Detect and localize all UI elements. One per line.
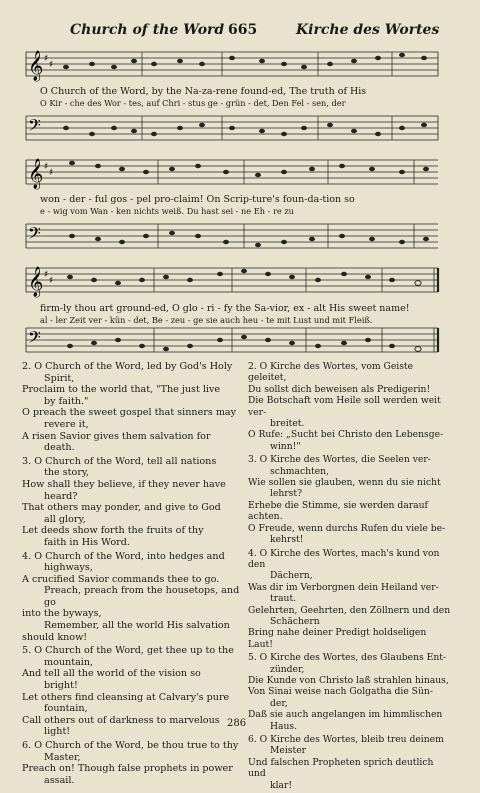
verse-line: Preach, preach from the housetops, and go <box>44 585 240 608</box>
verse <box>22 551 240 644</box>
verse-line: lehrst? <box>270 488 303 500</box>
svg-text:𝄢: 𝄢 <box>28 115 41 139</box>
hymn-number: 665 <box>228 22 258 38</box>
verse-line: 2. O Kirche des Wortes, vom Geiste geleitet, <box>248 361 414 384</box>
verse-line: Proclaim to the world that, "The just live <box>22 384 221 396</box>
verse <box>248 652 453 732</box>
verse-line: Die Kunde von Christo laß strahlen hinaus, <box>248 674 449 686</box>
verse <box>248 454 453 545</box>
verse-line: 4. O Kirche des Wortes, mach's kund von den <box>248 547 440 570</box>
verse-line: Preach on! Though false prophets in power <box>22 763 233 775</box>
verse-line: Wie sollen sie glauben, wenn du sie nicht <box>248 477 441 489</box>
verse-line: How shall they believe, if they never have <box>22 478 226 490</box>
svg-text:𝄞: 𝄞 <box>28 267 44 297</box>
verse-line: breitet. <box>270 418 305 430</box>
verse-line: Meister <box>270 745 307 757</box>
lyric-line-1-german: O Kir - che des Wor - tes, auf Chri - stus ge - grün - det, Den Fel - sen, der <box>40 98 346 108</box>
verse-line: death. <box>44 442 75 454</box>
verse-line: bright! <box>44 680 78 692</box>
verse-line: Let others find cleansing at Calvary's pure <box>22 691 230 703</box>
verse-line: Bring nahe deiner Predigt holdseligen Laut! <box>248 627 427 650</box>
svg-text:𝄢: 𝄢 <box>28 223 41 247</box>
verse-line: Von Sinai weise nach Golgatha die Sün- <box>248 686 433 698</box>
verse-line: into the byways, <box>22 608 102 620</box>
verse-line: 5. O Kirche des Wortes, des Glaubens Ent- <box>248 652 447 664</box>
verses-german <box>248 361 453 793</box>
svg-text:♯: ♯ <box>44 54 49 64</box>
verse-line: light! <box>44 726 71 738</box>
verse-line: highways, <box>44 562 93 574</box>
verse-line: 6. O Church of the Word, be thou true to thy <box>22 740 239 751</box>
verses-english <box>22 361 240 788</box>
verse-line: 3. O Church of the Word, tell all nations <box>22 455 217 467</box>
verse-line: That others may ponder, and give to God <box>22 502 221 514</box>
hymn-title-english: Church of the Word <box>70 22 225 38</box>
verse-line: Die Botschaft vom Heile soll werden weit ver- <box>248 395 441 418</box>
verse-line: Erhebe die Stimme, sie werden darauf achten. <box>248 499 428 523</box>
verse-line: should know! <box>22 631 88 643</box>
music-staff-bass-2 <box>22 216 442 258</box>
lyric-line-2-german: e - wig vom Wan - ken nichts weiß. Du hast sei - ne Eh - re zu <box>40 206 294 216</box>
hymn-title-german: Kirche des Wortes <box>296 22 440 38</box>
music-staff-treble-3 <box>22 260 442 302</box>
verse-line: Daß sie auch angelangen im himmlischen <box>248 709 443 721</box>
verse-line: the story, <box>44 467 90 479</box>
verse-line: A risen Savior gives them salvation for <box>22 430 211 442</box>
verse-line: fountain, <box>44 703 88 715</box>
lyric-line-1-english: O Church of the Word, by the Na-za-rene found-ed, The truth of His <box>40 86 367 97</box>
svg-text:♯: ♯ <box>49 168 54 178</box>
verse <box>248 734 453 791</box>
verse-line: And tell all the world of the vision so <box>22 668 201 680</box>
svg-text:𝄢: 𝄢 <box>28 327 41 351</box>
verse-line: Du sollst dich beweisen als Predigerin! <box>248 383 431 395</box>
verse-line: 4. O Church of the Word, into hedges and <box>22 550 225 562</box>
svg-text:♯: ♯ <box>44 162 49 172</box>
svg-text:𝄞: 𝄞 <box>28 159 44 189</box>
verse-line: Was dir im Verborgnen dein Heiland ver- <box>248 581 439 593</box>
verse-line: assail. <box>44 774 75 786</box>
music-staff-bass-3 <box>22 322 442 362</box>
verse-line: Gelehrten, Geehrten, den Zöllnern und den <box>248 604 451 616</box>
music-staff-treble-1 <box>22 44 442 86</box>
verse-line: kehrst! <box>270 534 304 546</box>
page-number: 286 <box>227 718 247 729</box>
verse <box>248 361 453 452</box>
verse-line: revere it, <box>44 418 89 430</box>
verse-line: Und falschen Propheten sprich deutlich und <box>248 756 434 780</box>
lyric-line-3-english: firm-ly thou art ground-ed, O glo - ri - fy the Sa-vior, ex - alt His sweet name! <box>40 303 410 314</box>
verse-line: traut. <box>270 593 297 605</box>
music-staff-bass-1 <box>22 108 442 150</box>
verse-line: zünder, <box>270 663 305 675</box>
verse-line: Schächern <box>270 615 320 627</box>
verse-line: winn!" <box>270 440 301 452</box>
verse <box>22 645 240 738</box>
verse-line: klar! <box>270 779 293 791</box>
music-staff-treble-2 <box>22 152 442 194</box>
verse-line: Master, <box>44 751 81 763</box>
verse <box>22 456 240 549</box>
lyric-line-3-german: al - ler Zeit ver - kün - det, Be - zeu - ge sie auch heu - te mit Lust und mit Fleiß. <box>40 315 373 325</box>
verse <box>22 361 240 454</box>
verse-line: heard? <box>44 490 78 502</box>
svg-text:♯: ♯ <box>49 276 54 286</box>
verse-line: Haus. <box>270 720 298 732</box>
verse-line: 6. O Kirche des Wortes, bleib treu deinem <box>248 734 444 745</box>
verse-line: O Rufe: „Sucht bei Christo den Lebensge- <box>248 429 444 441</box>
verse-line: O preach the sweet gospel that sinners may <box>22 407 237 419</box>
verse-line: mountain, <box>44 656 94 668</box>
verse-line: 5. O Church of the Word, get thee up to the <box>22 645 234 657</box>
verse-line: Call others out of darkness to marvelous <box>22 714 220 726</box>
verse-line: all glory, <box>44 513 86 525</box>
svg-text:♯: ♯ <box>49 60 54 70</box>
verse-line: der, <box>270 697 288 709</box>
lyric-line-2-english: won - der - ful gos - pel pro-claim! On Scrip-ture's foun-da-tion so <box>40 194 355 205</box>
verse-line: A crucified Savior commands thee to go. <box>22 573 220 585</box>
verse-line: O Freude, wenn durchs Rufen du viele be- <box>248 522 446 534</box>
svg-text:♯: ♯ <box>44 270 49 280</box>
verse-line: 3. O Kirche des Wortes, die Seelen ver- <box>248 454 431 466</box>
svg-text:𝄞: 𝄞 <box>28 51 44 81</box>
verse-line: schmachten, <box>270 465 329 477</box>
verse-line: by faith." <box>44 395 89 407</box>
verse-line: Spirit, <box>44 372 75 384</box>
verse-line: Let deeds show forth the fruits of thy <box>22 525 204 537</box>
verse-line: 2. O Church of the Word, led by God's Holy <box>22 361 233 372</box>
verse-line: Dächern, <box>270 570 313 582</box>
verse <box>248 548 453 651</box>
verse-line: Remember, all the world His salvation <box>44 620 230 632</box>
verse-line: faith in His Word. <box>44 536 130 548</box>
